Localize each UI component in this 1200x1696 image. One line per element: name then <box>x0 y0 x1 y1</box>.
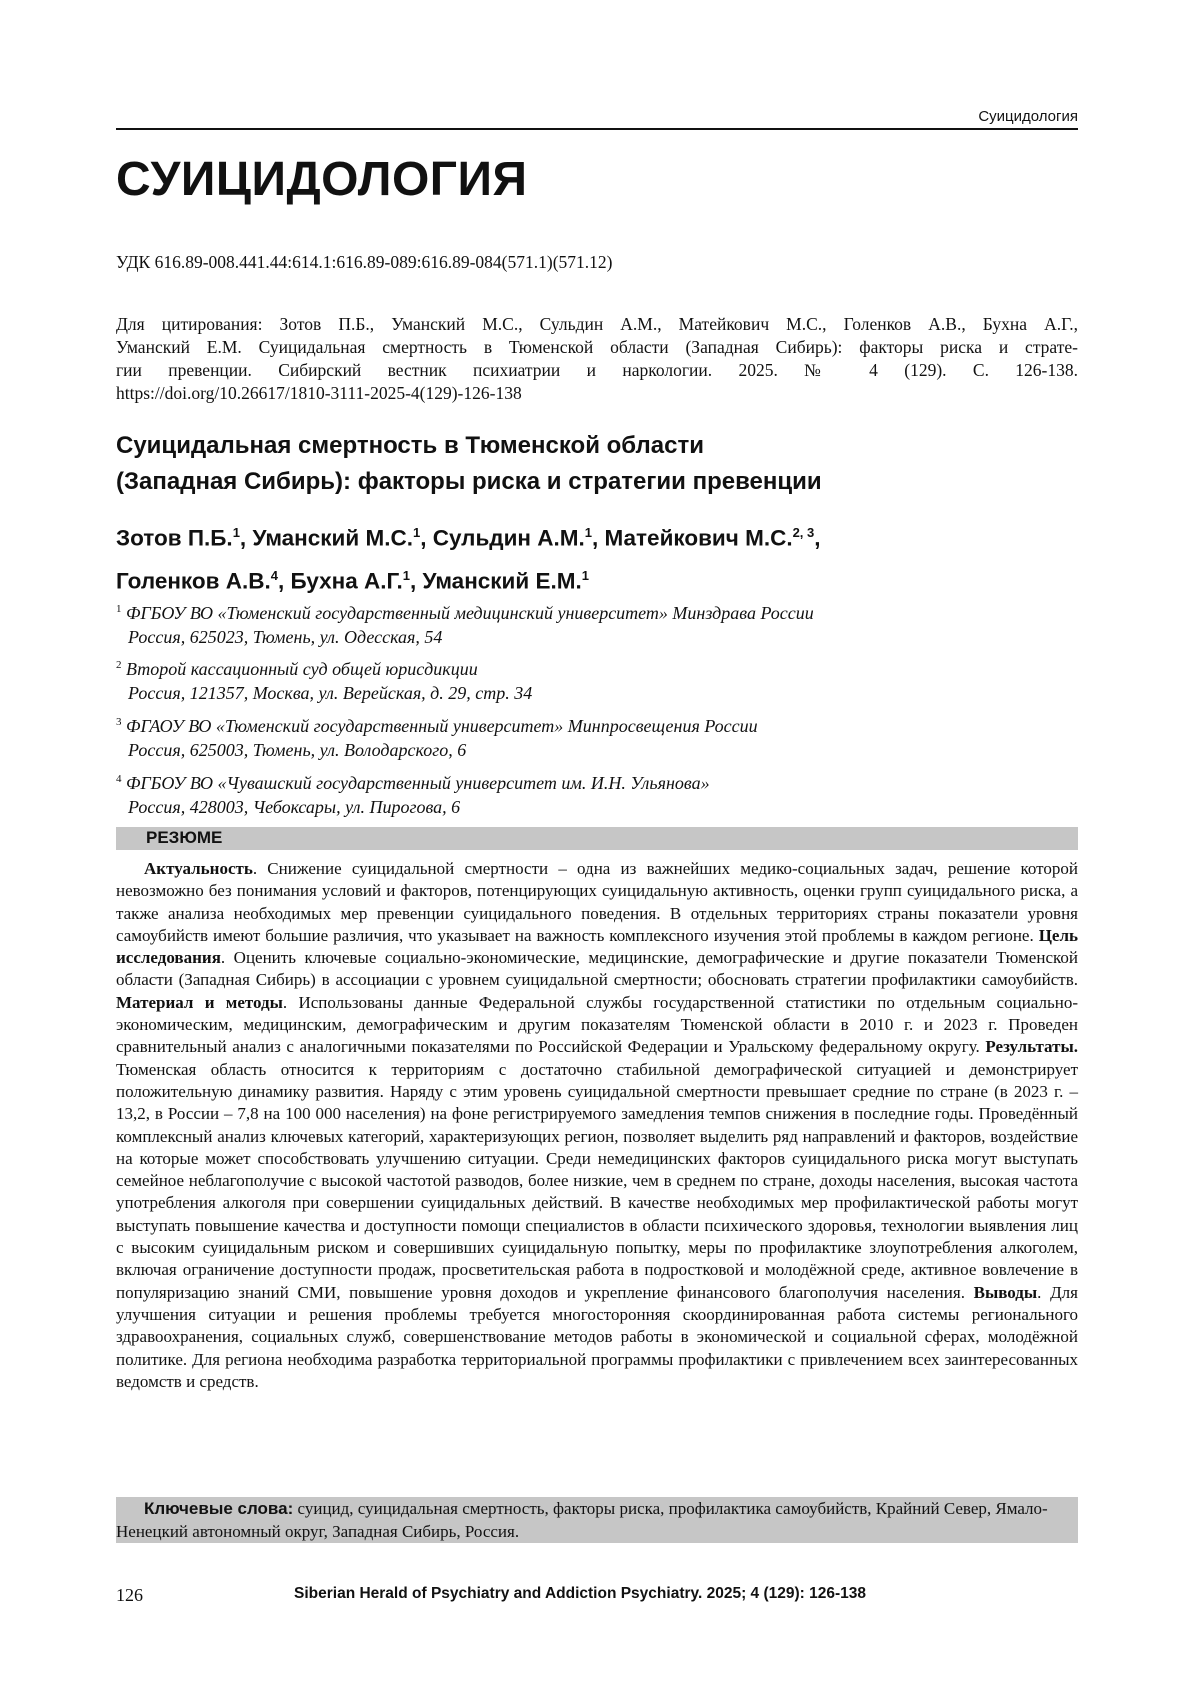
abstract-heading: РЕЗЮМЕ <box>146 828 223 847</box>
abstract-label-methods: Материал и методы <box>116 992 283 1012</box>
affiliation-number: 4 <box>116 773 122 785</box>
author-separator: , <box>420 525 433 551</box>
citation-block <box>116 313 1078 405</box>
running-head: Суицидология <box>978 108 1078 125</box>
abstract-text <box>116 858 1078 1393</box>
affiliation-number: 1 <box>116 603 122 615</box>
author-separator: , <box>409 568 423 593</box>
abstract-label-conclusions: Выводы <box>973 1282 1038 1302</box>
affiliation-4 <box>116 767 1078 819</box>
abstract-conclusions-text: . Для улучшения ситуации и решения проблемы требуется многосторонняя скоординированная работа системы регионального здравоохранения, социальных служб, совершенствование методов работы в экономической и социальной сферах, молодёжной политике. Для региона необходима разработка территориальной программы профилактики с привлечением всех заинтересованных ведомств и средств. <box>116 1282 1078 1391</box>
affiliation-address: Россия, 121357, Москва, ул. Верейская, д. 29, стр. 34 <box>128 683 533 703</box>
keywords-label: Ключевые слова: <box>144 1499 294 1518</box>
author-name: Сульдин А.М. <box>432 525 585 551</box>
abstract-label-aim: Цель исследования <box>116 925 1078 968</box>
affiliation-1 <box>116 597 1078 649</box>
author-separator: , <box>814 525 821 551</box>
author-affiliation-mark: 1 <box>402 567 410 583</box>
abstract-results-text: Тюменская область относится к территориям с достаточно стабильной демографической ситуацией и демонстрирует положительную динамику развития. Наряду с этим уровень суицидальной смертности превышает средние по стране (в 2023 г. – 13,2, в России – 7,8 на 100 000 населения) на фоне регистрируемого замедления темпов снижения в последние годы. Проведённый комплексный анализ ключевых категорий, характеризующих регион, позволяет выделить ряд направлений и факторов, воздействие на которые может способствовать улучшению ситуации. Среди немедицинских факторов суицидального риска могут выступать семейное неблагополучие с высокой частотой разводов, более низкие, чем в среднем по стране, доходы населения, высокая частота употребления алкоголя при совершении суицидальных действий. В качестве необходимых мер профилактической работы могут выступать повышение качества и доступности помощи специалистов в области психического здоровья, технологии выявления лиц с высоким суицидальным риском и совершивших суицидальную попытку, меры по профилактике злоупотребления алкоголем, включая ограничение доступности продаж, просветительская работа в подростковой и молодёжной среде, активное вовлечение в популяризацию знаний СМИ, повышение уровня доходов и укрепление финансового благополучия населения. <box>116 1059 1078 1302</box>
author-affiliation-mark: 2, 3 <box>792 525 815 540</box>
affiliation-address: Россия, 428003, Чебоксары, ул. Пирогова, 6 <box>128 797 461 817</box>
affiliation-3 <box>116 710 1078 762</box>
author-name: Голенков А.В. <box>116 568 271 593</box>
citation-doi-link[interactable]: https://doi.org/10.26617/1810-3111-2025-4(129)-126-138 <box>116 383 522 403</box>
abstract-relevance-text: . Снижение суицидальной смертности – одна из важнейших медико-социальных задач, решение которой невозможно без понимания условий и факторов, потенцирующих суицидальную активность, оценки групп суицидального риска, а также анализа необходимых мер превенции суицидального поведения. В отдельных территориях страны показатели уровня самоубийств имеют большие различия, что указывает на важность комплексного изучения этой проблемы в каждом регионе. <box>116 859 1078 945</box>
author-affiliation-mark: 1 <box>581 567 589 583</box>
affiliation-org: ФГБОУ ВО «Тюменский государственный медицинский университет» Минздрава России <box>126 603 814 623</box>
abstract-label-results: Результаты. <box>985 1037 1078 1057</box>
abstract-heading-bar <box>116 827 1078 850</box>
affiliation-address: Россия, 625023, Тюмень, ул. Одесская, 54 <box>128 627 443 647</box>
author-name: Уманский М.С. <box>252 525 413 551</box>
affiliation-number: 3 <box>116 716 122 728</box>
abstract-methods-text: . Использованы данные Федеральной службы государственной статистики по отдельным социально-экономическим, медицинским, демографическим и другим показателям Тюменской области в 2010 г. и 2023 г. Проведен сравнительный анализ с аналогичными показателями по Российской Федерации и Уральскому федеральному округу. <box>116 992 1078 1057</box>
article-title-line: (Западная Сибирь): факторы риска и стратегии превенции <box>116 468 822 495</box>
author-separator: , <box>239 525 253 551</box>
article-title-line: Суицидальная смертность в Тюменской области <box>116 432 704 459</box>
author-affiliation-mark: 1 <box>232 525 240 540</box>
affiliation-address: Россия, 625003, Тюмень, ул. Володарского, 6 <box>128 740 467 760</box>
author-separator: , <box>277 568 291 593</box>
udc-code: УДК 616.89-008.441.44:614.1:616.89-089:616.89-084(571.1)(571.12) <box>116 252 613 272</box>
citation-line: гии превенции. Сибирский вестник психиатрии и наркологии. 2025. № 4 (129). С. 126-138. <box>116 360 1078 380</box>
affiliation-org: ФГБОУ ВО «Чувашский государственный университет им. И.Н. Ульянова» <box>126 773 710 793</box>
affiliation-org: ФГАОУ ВО «Тюменский государственный университет» Минпросвещения России <box>126 716 758 736</box>
author-name: Зотов П.Б. <box>116 525 233 551</box>
affiliation-number: 2 <box>116 659 122 671</box>
author-affiliation-mark: 1 <box>412 525 421 540</box>
author-name: Уманский Е.М. <box>422 568 582 593</box>
author-affiliation-mark: 1 <box>584 525 592 540</box>
section-title: СУИЦИДОЛОГИЯ <box>116 153 528 206</box>
affiliation-2 <box>116 653 1078 705</box>
author-list <box>116 514 1078 599</box>
keywords-text: суицид, суицидальная смертность, факторы риска, профилактика самоубийств, Крайний Север, Ямало-Ненецкий автономный округ, Западная Сибирь, Россия. <box>116 1499 1048 1541</box>
header-rule <box>116 128 1078 130</box>
author-separator: , <box>591 525 605 551</box>
author-affiliation-mark: 4 <box>270 567 278 583</box>
keywords-block <box>116 1497 1078 1543</box>
citation-line: Уманский Е.М. Суицидальная смертность в Тюменской области (Западная Сибирь): факторы риска и страте- <box>116 337 1078 357</box>
affiliation-org: Второй кассационный суд общей юрисдикции <box>126 659 478 679</box>
abstract-label-relevance: Актуальность <box>144 859 253 878</box>
citation-line: Для цитирования: Зотов П.Б., Уманский М.С., Сульдин А.М., Матейкович М.С., Голенков А.В., Бухна А.Г., <box>116 314 1078 334</box>
author-name: Бухна А.Г. <box>290 568 403 593</box>
page-number: 126 <box>116 1585 143 1605</box>
abstract-aim-text: . Оценить ключевые социально-экономические, медицинские, демографические и другие показатели Тюменской области (Западная Сибирь) в ассоциации с уровнем суицидальной смертности; обосновать стратегии профилактики самоубийств. <box>116 948 1078 990</box>
footer-journal-reference: Siberian Herald of Psychiatry and Addiction Psychiatry. 2025; 4 (129): 126-138 <box>294 1585 867 1602</box>
author-name: Матейкович М.С. <box>604 525 793 551</box>
article-title <box>116 428 1078 500</box>
